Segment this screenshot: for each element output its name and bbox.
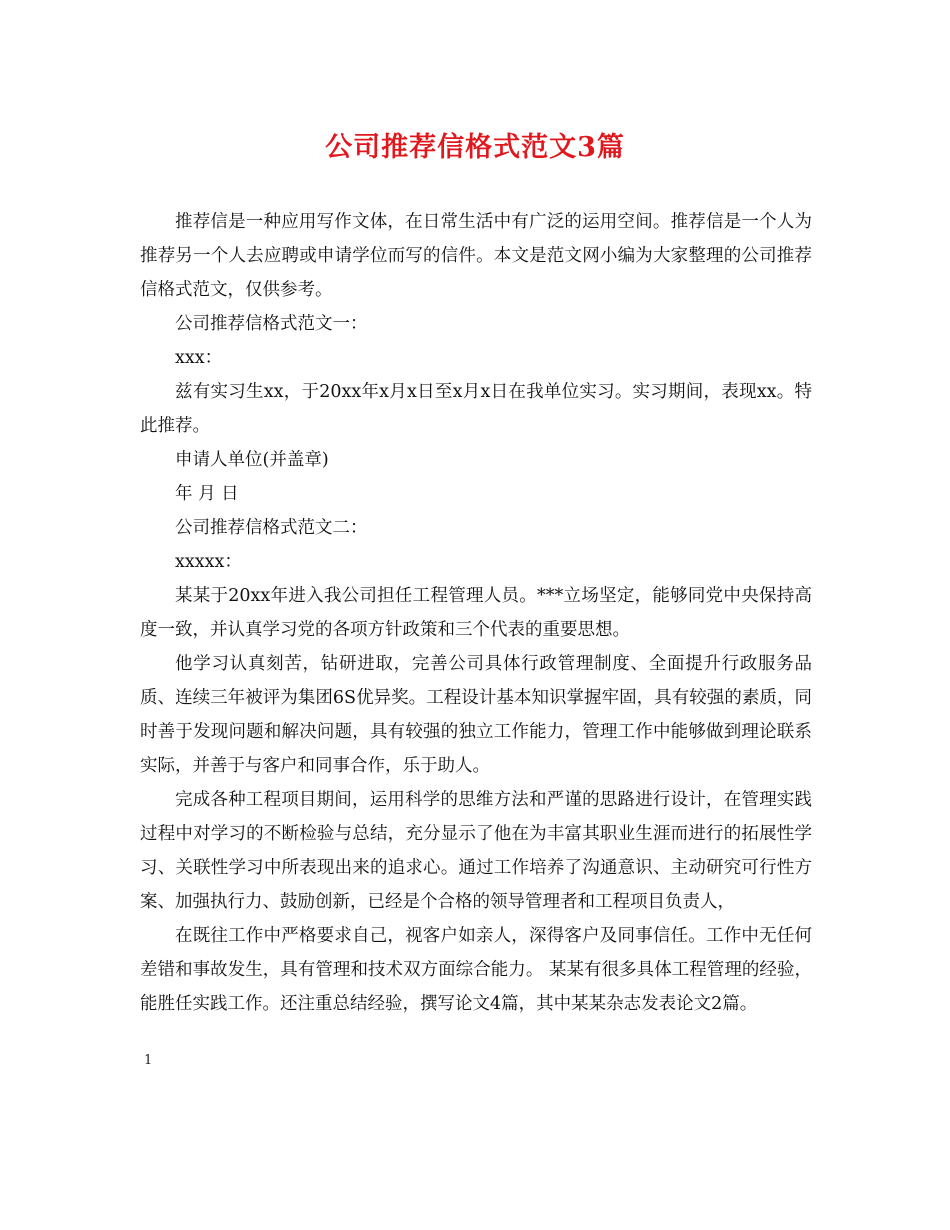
letter-two-paragraph: 完成各种工程项目期间，运用科学的思维方法和严谨的思路进行设计，在管理实践过程中对学习的不断检验与总结，充分显示了他在为丰富其职业生涯而进行的拓展性学习、关联性学习中所表现出来的追求心。通过工作培养了沟通意识、主动研究可行性方案、加强执行力、鼓励创新，已经是个合格的领导管理者和工程项目负责人， <box>140 790 812 912</box>
letter-one-body: 兹有实习生xx，于20xx年x月x日至x月x日在我单位实习。实习期间，表现xx。特此推荐。 <box>140 382 812 436</box>
page-title: 公司推荐信格式范文3篇 <box>325 132 625 163</box>
document-body <box>140 205 812 1021</box>
section-heading-one: 公司推荐信格式范文一： <box>175 314 368 334</box>
intro-paragraph: 推荐信是一种应用写作文体，在日常生活中有广泛的运用空间。推荐信是一个人为推荐另一个人去应聘或申请学位而写的信件。本文是范文网小编为大家整理的公司推荐信格式范文，仅供参考。 <box>140 212 812 300</box>
letter-one-date: 年 月 日 <box>175 484 239 504</box>
section-heading-two: 公司推荐信格式范文二： <box>175 518 368 538</box>
page-number: 1 <box>144 1053 153 1068</box>
letter-two-paragraph: 在既往工作中严格要求自己，视客户如亲人，深得客户及同事信任。工作中无任何差错和事故发生，具有管理和技术双方面综合能力。 某某有很多具体工程管理的经验，能胜任实践工作。还注重总结经验，撰写论文4篇，其中某某杂志发表论文2篇。 <box>140 926 812 1014</box>
letter-two-paragraph: 他学习认真刻苦，钻研进取，完善公司具体行政管理制度、全面提升行政服务品质、连续三年被评为集团6S优异奖。工程设计基本知识掌握牢固，具有较强的素质，同时善于发现问题和解决问题，具有较强的独立工作能力，管理工作中能够做到理论联系实际，并善于与客户和同事合作，乐于助人。 <box>140 654 812 776</box>
letter-two-paragraph: 某某于20xx年进入我公司担任工程管理人员。***立场坚定，能够同党中央保持高度一致，并认真学习党的各项方针政策和三个代表的重要思想。 <box>140 586 812 640</box>
salutation-two: xxxxx： <box>175 552 242 572</box>
letter-one-signature: 申请人单位(并盖章) <box>175 450 329 470</box>
salutation-one: xxx： <box>175 348 223 368</box>
